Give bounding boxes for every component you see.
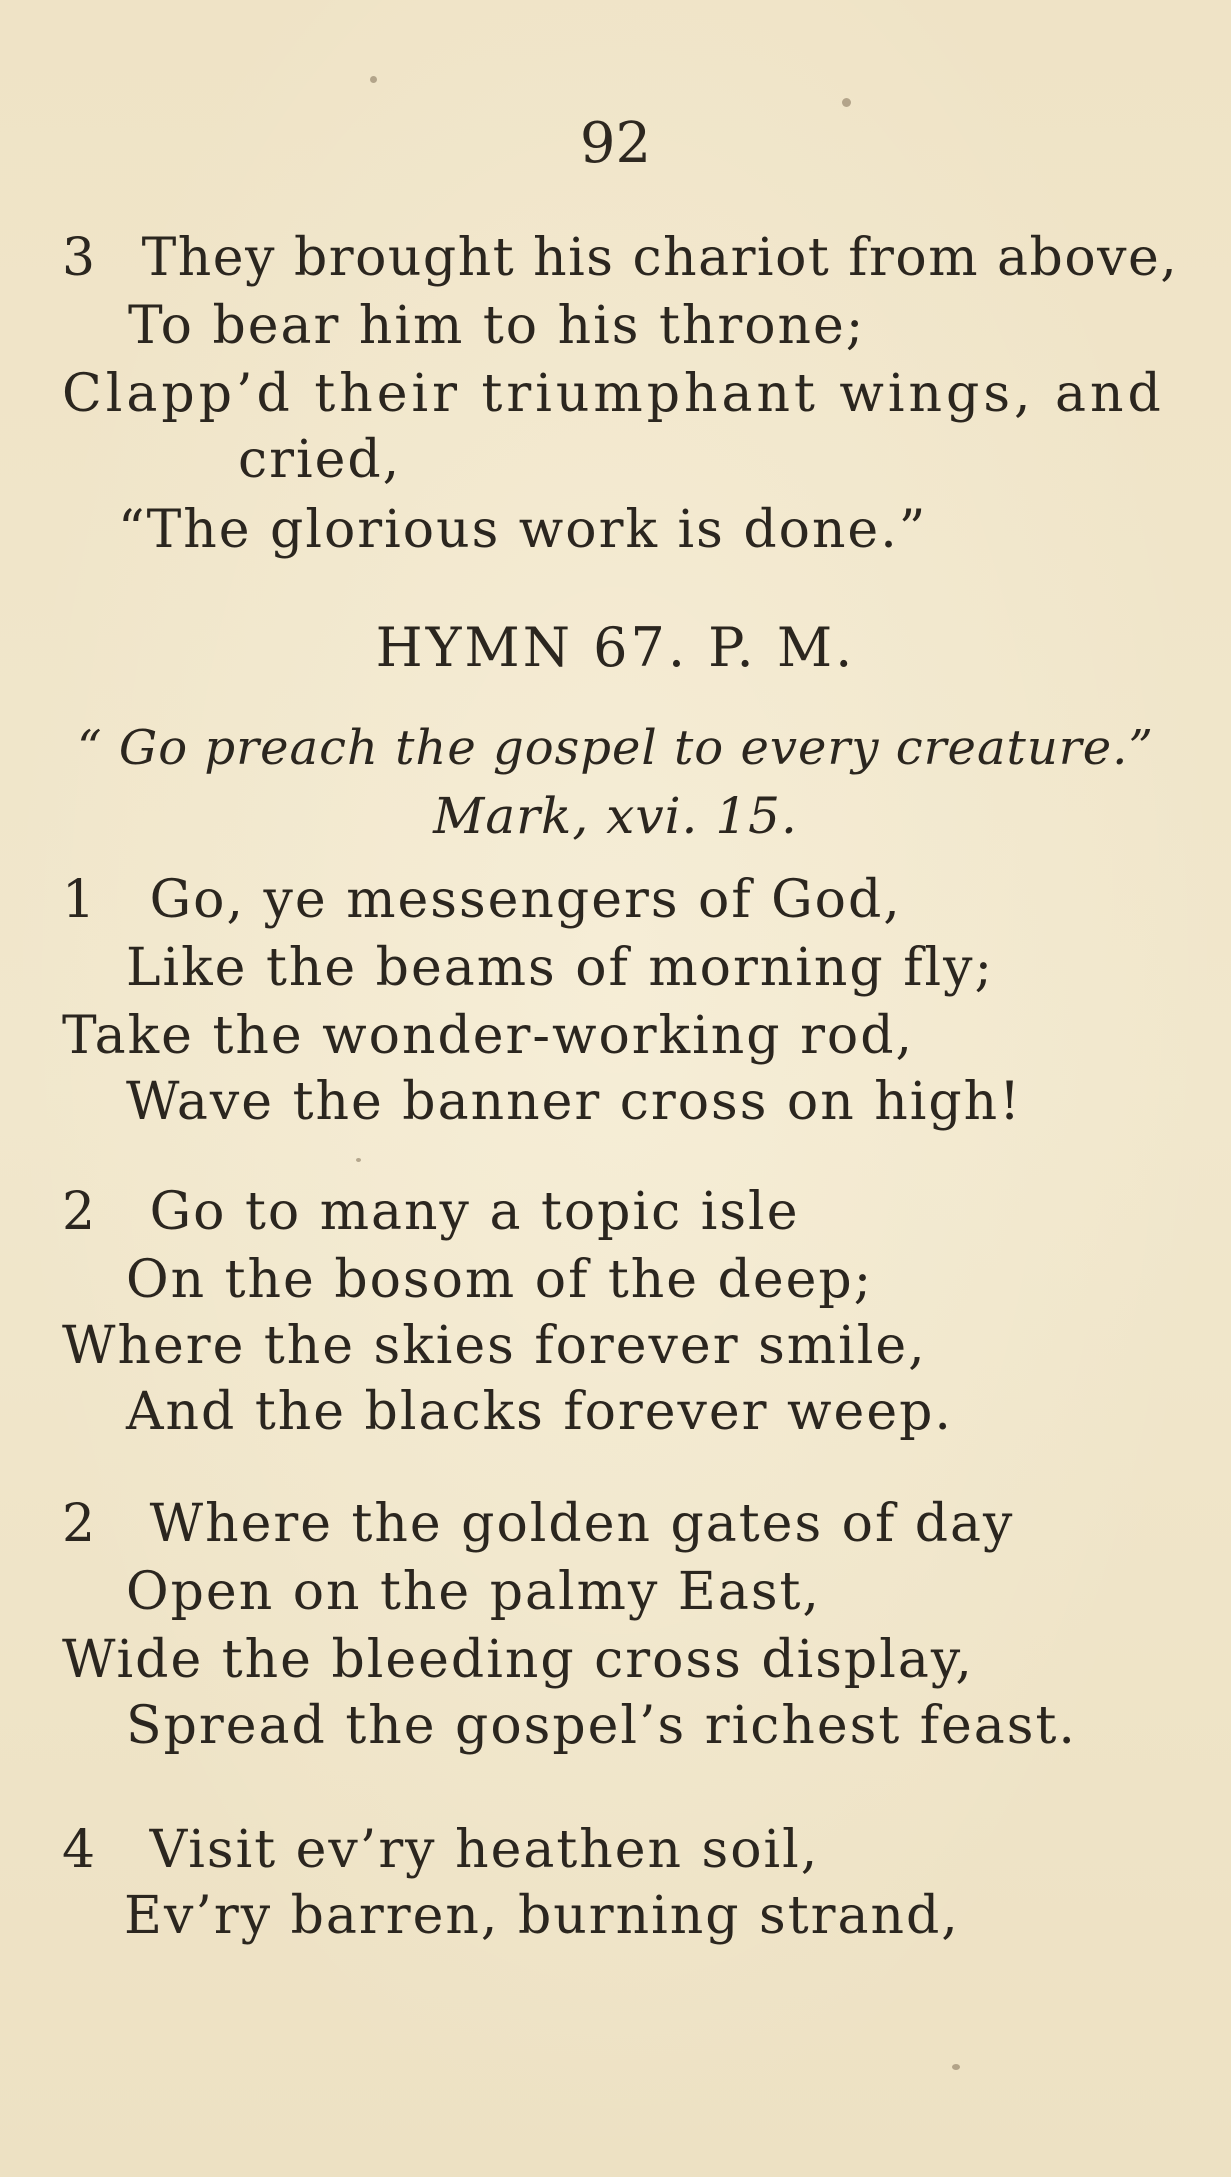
hymn-heading: HYMN 67. P. M.	[375, 616, 856, 679]
paper-speck	[842, 98, 851, 107]
stanza-number: 3	[62, 228, 98, 288]
verse-line: cried,	[238, 430, 402, 490]
verse-line: 2 Where the golden gates of day	[62, 1494, 1015, 1554]
stanza-number: 4	[62, 1820, 98, 1880]
paper-speck	[370, 76, 377, 83]
stanza-number: 1	[62, 870, 98, 930]
stanza-number: 2	[62, 1494, 98, 1554]
verse-line: Like the beams of morning fly;	[126, 938, 995, 998]
verse-line: 3 They brought his chariot from above,	[62, 228, 1179, 288]
verse-line: Take the wonder-working rod,	[62, 1006, 915, 1066]
paper-speck	[952, 2064, 960, 2070]
stanza-number: 2	[62, 1182, 98, 1242]
verse-line: 4 Visit ev’ry heathen soil,	[62, 1820, 820, 1880]
verse-line: Open on the palmy East,	[126, 1562, 821, 1622]
verse-line: Spread the gospel’s richest feast.	[126, 1696, 1077, 1756]
paper-speck	[356, 1158, 361, 1162]
verse-line: And the blacks forever weep.	[126, 1382, 953, 1442]
verse-line: To bear him to his throne;	[128, 296, 866, 356]
epigraph-reference: Mark, xvi. 15.	[433, 787, 798, 845]
page-number: 92	[579, 111, 652, 176]
verse-line: Ev’ry barren, burning strand,	[124, 1886, 960, 1946]
verse-line: 2 Go to many a topic isle	[62, 1182, 800, 1242]
verse-line: Clapp’d their triumphant wings, and	[62, 364, 1165, 424]
verse-line: “The glorious work is done.”	[118, 500, 928, 560]
verse-line: On the bosom of the deep;	[126, 1250, 874, 1310]
verse-line: 1 Go, ye messengers of God,	[62, 870, 902, 930]
verse-line: Wide the bleeding cross display,	[62, 1630, 974, 1690]
verse-line: Where the skies forever smile,	[62, 1316, 927, 1376]
epigraph-quote: “ Go preach the gospel to every creature.”	[77, 720, 1154, 776]
verse-line: Wave the banner cross on high!	[126, 1072, 1023, 1132]
